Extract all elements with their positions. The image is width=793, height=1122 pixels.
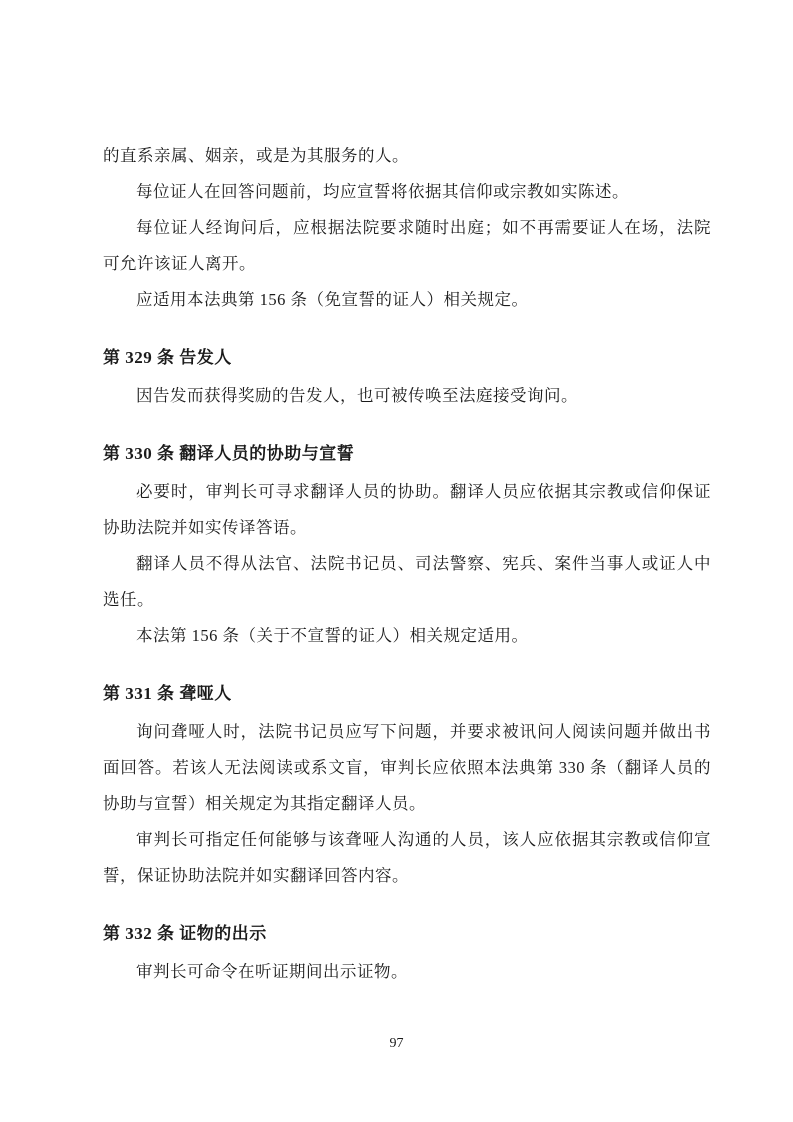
article-heading: 第 330 条 翻译人员的协助与宣誓 xyxy=(103,444,355,463)
paragraph: 每位证人在回答问题前，均应宣誓将依据其信仰或宗教如实陈述。 xyxy=(136,182,629,201)
paragraph: 本法第 156 条（关于不宣誓的证人）相关规定适用。 xyxy=(136,626,529,645)
page-number: 97 xyxy=(389,1036,404,1051)
paragraph: 翻译人员不得从法官、法院书记员、司法警察、宪兵、案件当事人或证人中选任。 xyxy=(103,554,711,609)
article-heading: 第 329 条 告发人 xyxy=(103,348,232,367)
paragraph: 应适用本法典第 156 条（免宣誓的证人）相关规定。 xyxy=(136,290,529,309)
article-329 xyxy=(103,340,711,414)
paragraph: 审判长可指定任何能够与该聋哑人沟通的人员，该人应依据其宗教或信仰宣誓，保证协助法院并如实翻译回答内容。 xyxy=(103,830,711,885)
paragraph: 询问聋哑人时，法院书记员应写下问题，并要求被讯问人阅读问题并做出书面回答。若该人无法阅读或系文盲，审判长应依照本法典第 330 条（翻译人员的协助与宣誓）相关规定为其指定翻译人员。 xyxy=(103,722,711,813)
paragraph: 审判长可命令在听证期间出示证物。 xyxy=(136,962,408,981)
article-332 xyxy=(103,916,711,990)
article-heading: 第 332 条 证物的出示 xyxy=(103,924,267,943)
continued-paragraph: 的直系亲属、姻亲，或是为其服务的人。 xyxy=(103,146,409,165)
paragraph: 因告发而获得奖励的告发人，也可被传唤至法庭接受询问。 xyxy=(136,386,578,405)
paragraph: 必要时，审判长可寻求翻译人员的协助。翻译人员应依据其宗教或信仰保证协助法院并如实传译答语。 xyxy=(103,482,711,537)
document-content xyxy=(103,138,711,990)
article-330 xyxy=(103,436,711,654)
article-heading: 第 331 条 聋哑人 xyxy=(103,684,232,703)
article-331 xyxy=(103,676,711,894)
paragraph: 每位证人经询问后，应根据法院要求随时出庭；如不再需要证人在场，法院可允许该证人离开。 xyxy=(103,218,711,273)
